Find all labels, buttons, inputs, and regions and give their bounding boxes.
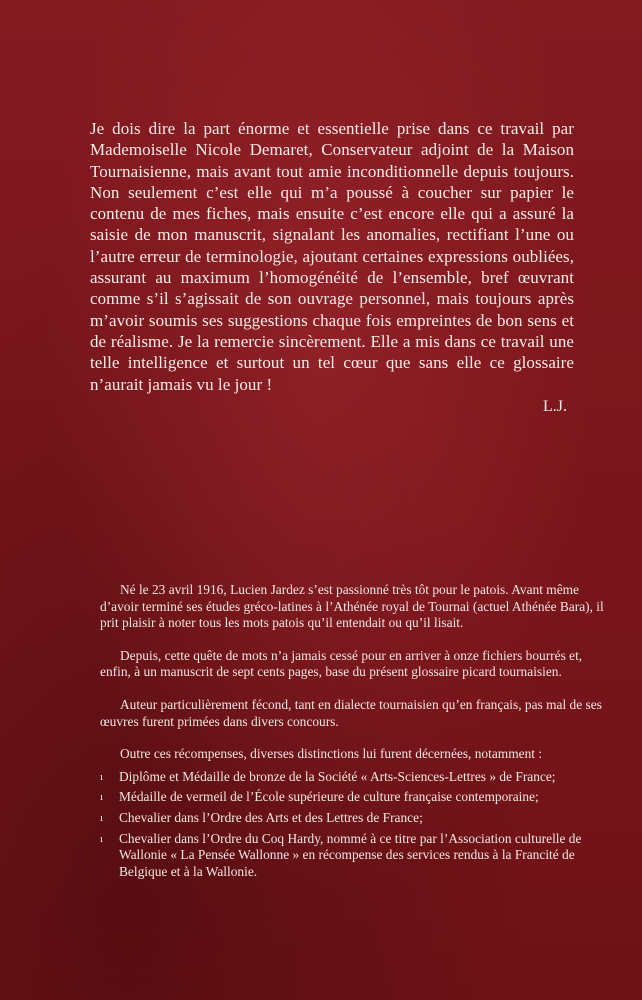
award-text: Chevalier dans l’Ordre du Coq Hardy, nommé à ce titre par l’Association culturelle de Wallonie « La Pensée Wallonne » en récompense des services rendus à la Francité de Belgique et à la Wallonie. bbox=[119, 830, 582, 879]
awards-intro: Outre ces récompenses, diverses distinctions lui furent décernées, notamment : bbox=[120, 746, 543, 762]
bio-paragraph-quest: Depuis, cette quête de mots n’a jamais cessé pour en arriver à onze fichiers bourrés et, enfin, à un manuscrit de sept cents pages, base du présent glossaire picard tournaisien. bbox=[100, 647, 583, 680]
award-text: Médaille de vermeil de l’École supérieure de culture française contemporaine; bbox=[119, 789, 539, 805]
award-item bbox=[100, 789, 606, 806]
awards-list bbox=[100, 769, 606, 881]
bullet-icon: ı bbox=[100, 791, 104, 804]
bio-paragraph-works: Auteur particulièrement fécond, tant en dialecte tournaisien qu’en français, pas mal de ses œuvres furent primées dans divers concours. bbox=[100, 696, 602, 729]
author-biography bbox=[100, 582, 606, 884]
bullet-icon: ı bbox=[100, 770, 104, 783]
award-item bbox=[100, 831, 606, 881]
award-item bbox=[100, 810, 606, 827]
dedication-paragraph: Je dois dire la part énorme et essentielle prise dans ce travail par Mademoiselle Nicole Demaret, Conservateur adjoint de la Maison Tournaisienne, mais avant tout amie inconditionnelle depuis toujours. Non seulement c’est elle qui m’a poussé à coucher sur papier le contenu de mes fiches, mais ensuite c’est encore elle qui a assuré la saisie de mon manuscrit, signalant les anomalies, rectifiant l’une ou l’autre erreur de terminologie, ajoutant certaines expressions oubliées, assurant au maximum l’homogénéité de l’ensemble, bref œuvrant comme s’il s’agissait de son ouvrage personnel, mais toujours après m’avoir soumis ses suggestions chaque fois empreintes de bon sens et de réalisme. Je la remercie sincèrement. Elle a mis dans ce travail une telle intelligence et surtout un tel cœur que sans elle ce glossaire n’aurait jamais vu le jour ! bbox=[90, 119, 574, 394]
bio-paragraph-birth: Né le 23 avril 1916, Lucien Jardez s’est passionné très tôt pour le patois. Avant même d’avoir terminé ses études gréco-latines à l’Athénée royal de Tournai (actuel Athénée Bara), il prit plaisir à noter tous les mots patois qu’il entendait ou qu’il lisait. bbox=[100, 582, 604, 631]
bullet-icon: ı bbox=[100, 811, 104, 824]
award-item bbox=[100, 769, 606, 786]
award-text: Chevalier dans l’Ordre des Arts et des Lettres de France; bbox=[119, 809, 423, 825]
bullet-icon: ı bbox=[100, 832, 104, 845]
award-text: Diplôme et Médaille de bronze de la Société « Arts-Sciences-Lettres » de France; bbox=[119, 768, 556, 784]
author-initials-signature: L.J. bbox=[543, 398, 567, 415]
